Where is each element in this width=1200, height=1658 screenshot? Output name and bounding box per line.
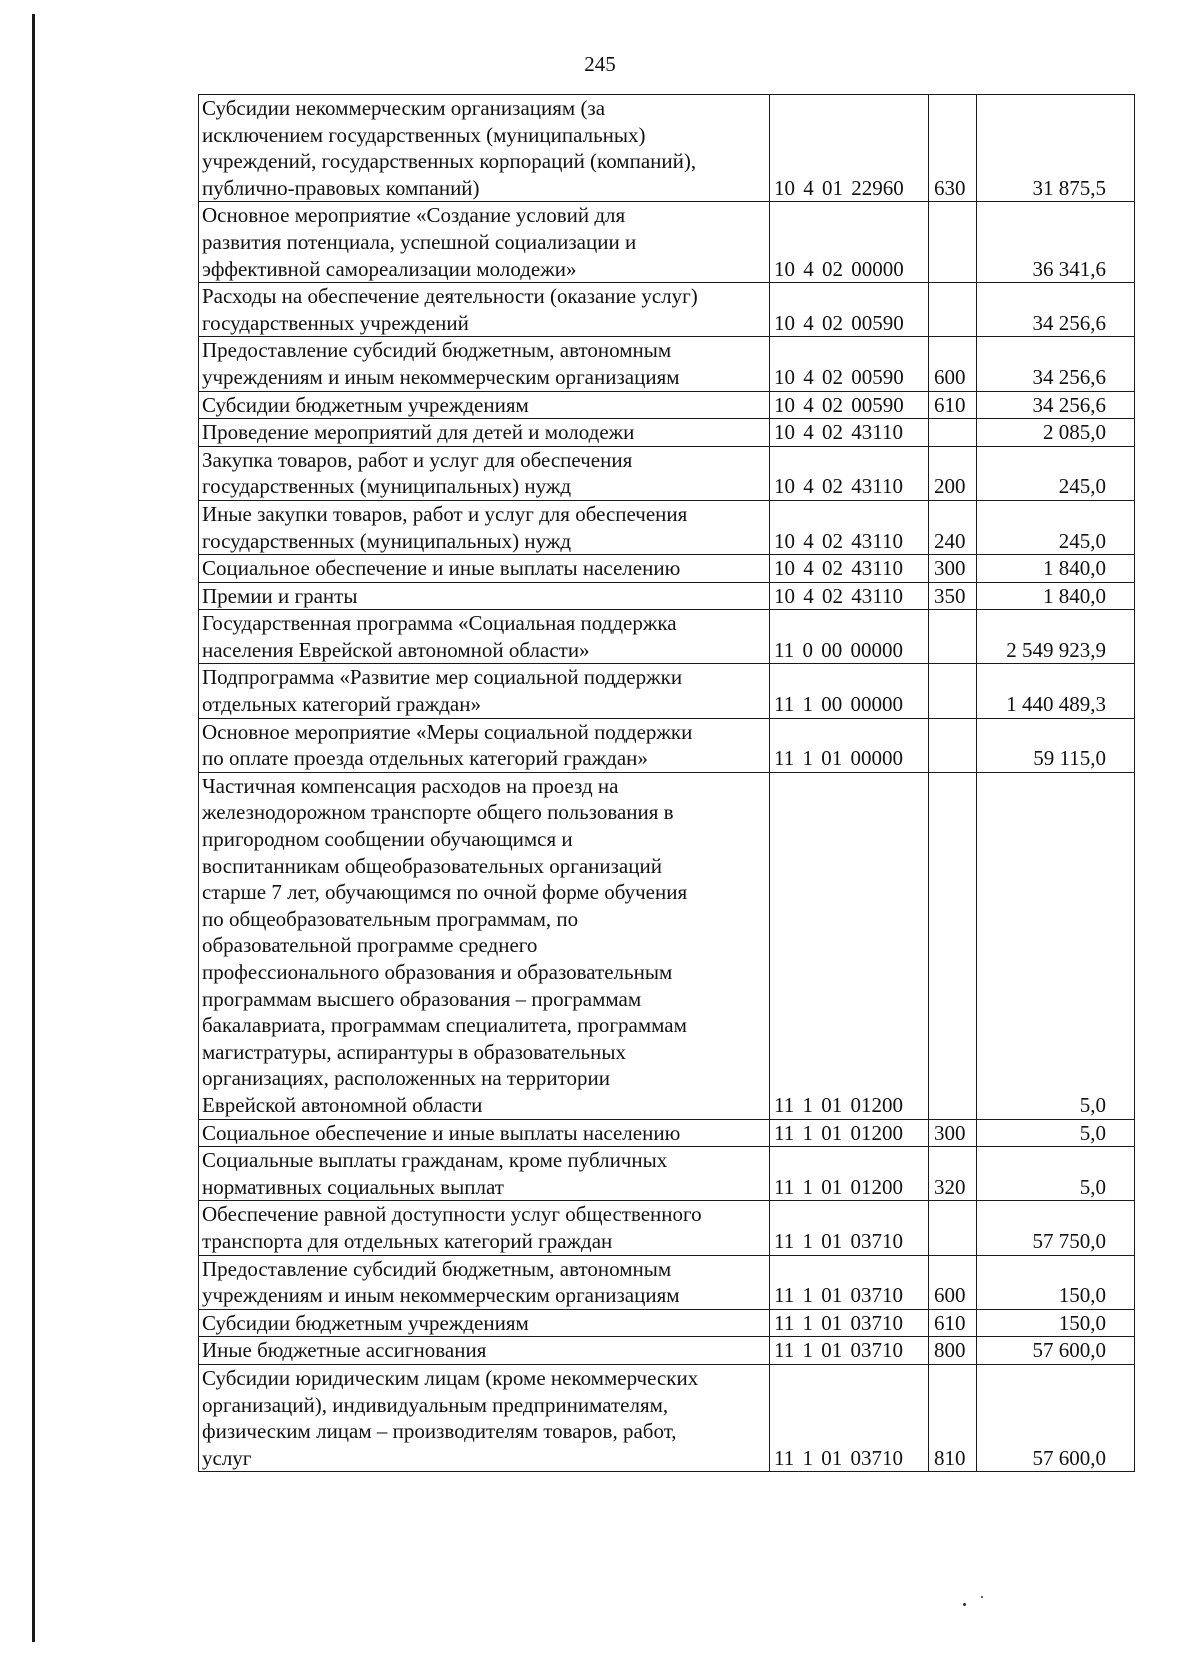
row-code-cell: 10 4 02 43110 (770, 582, 929, 610)
row-amount-cell: 2 085,0 (977, 419, 1135, 447)
row-expense-type-cell (929, 283, 977, 337)
row-code-cell: 10 4 02 43110 (770, 446, 929, 500)
budget-table (198, 94, 1135, 1472)
scan-speck (981, 1596, 983, 1598)
row-name-cell: Иные закупки товаров, работ и услуг для обеспечения государственных (муниципальных) нужд (199, 500, 770, 554)
row-expense-type-cell: 810 (929, 1364, 977, 1471)
row-name-cell: Расходы на обеспечение деятельности (оказание услуг) государственных учреждений (199, 283, 770, 337)
row-name-cell: Субсидии бюджетным учреждениям (199, 1309, 770, 1337)
row-name-cell: Основное мероприятие «Меры социальной поддержки по оплате проезда отдельных категорий граждан» (199, 718, 770, 772)
row-amount-cell: 1 440 489,3 (977, 664, 1135, 718)
row-expense-type-cell: 300 (929, 1119, 977, 1147)
row-name-cell: Предоставление субсидий бюджетным, автономным учреждениям и иным некоммерческим организациям (199, 1255, 770, 1309)
row-code-cell: 10 4 02 00590 (770, 283, 929, 337)
row-code-cell: 11 1 01 01200 (770, 772, 929, 1119)
row-code-cell: 11 1 01 00000 (770, 718, 929, 772)
row-name-cell: Государственная программа «Социальная поддержка населения Еврейской автономной области» (199, 610, 770, 664)
budget-table-body (199, 95, 1135, 1472)
row-expense-type-cell (929, 202, 977, 283)
row-amount-cell: 34 256,6 (977, 283, 1135, 337)
row-expense-type-cell (929, 772, 977, 1119)
row-amount-cell: 5,0 (977, 1147, 1135, 1201)
row-code-cell: 10 4 01 22960 (770, 95, 929, 202)
table-row (199, 1309, 1135, 1337)
table-row (199, 500, 1135, 554)
row-expense-type-cell: 320 (929, 1147, 977, 1201)
row-amount-cell: 245,0 (977, 446, 1135, 500)
table-row (199, 391, 1135, 419)
row-name-cell: Субсидии юридическим лицам (кроме некоммерческих организаций), индивидуальным предпринимателям, физическим лицам – производителям товаров, работ, услуг (199, 1364, 770, 1471)
table-row (199, 1201, 1135, 1255)
row-name-cell: Проведение мероприятий для детей и молодежи (199, 419, 770, 447)
row-code-cell: 11 1 01 03710 (770, 1337, 929, 1365)
page-number: 245 (584, 52, 616, 76)
row-code-cell: 11 0 00 00000 (770, 610, 929, 664)
table-row (199, 1147, 1135, 1201)
row-code-cell: 11 1 01 03710 (770, 1201, 929, 1255)
row-code-cell: 11 1 01 01200 (770, 1147, 929, 1201)
row-code-cell: 10 4 02 00000 (770, 202, 929, 283)
row-code-cell: 11 1 01 01200 (770, 1119, 929, 1147)
row-amount-cell: 36 341,6 (977, 202, 1135, 283)
row-code-cell: 10 4 02 43110 (770, 419, 929, 447)
row-amount-cell: 150,0 (977, 1255, 1135, 1309)
table-row (199, 283, 1135, 337)
table-row (199, 1364, 1135, 1471)
row-code-cell: 10 4 02 00590 (770, 337, 929, 391)
row-name-cell: Основное мероприятие «Создание условий для развития потенциала, успешной социализации и эффективной самореализации молодежи» (199, 202, 770, 283)
row-expense-type-cell (929, 610, 977, 664)
row-expense-type-cell (929, 419, 977, 447)
row-amount-cell: 2 549 923,9 (977, 610, 1135, 664)
table-row (199, 610, 1135, 664)
table-row (199, 1119, 1135, 1147)
row-code-cell: 11 1 00 00000 (770, 664, 929, 718)
row-expense-type-cell: 240 (929, 500, 977, 554)
row-amount-cell: 34 256,6 (977, 391, 1135, 419)
row-code-cell: 11 1 01 03710 (770, 1364, 929, 1471)
row-amount-cell: 34 256,6 (977, 337, 1135, 391)
row-expense-type-cell (929, 1201, 977, 1255)
row-expense-type-cell (929, 718, 977, 772)
row-expense-type-cell: 200 (929, 446, 977, 500)
scan-left-edge (32, 14, 35, 1642)
row-name-cell: Социальное обеспечение и иные выплаты населению (199, 555, 770, 583)
row-expense-type-cell: 630 (929, 95, 977, 202)
scan-speck (963, 1603, 966, 1606)
row-amount-cell: 245,0 (977, 500, 1135, 554)
row-code-cell: 11 1 01 03710 (770, 1255, 929, 1309)
row-name-cell: Субсидии некоммерческим организациям (за исключением государственных (муниципальных) учреждений, государственных корпораций (компаний), публично-правовых компаний) (199, 95, 770, 202)
table-row (199, 772, 1135, 1119)
row-expense-type-cell (929, 664, 977, 718)
table-row (199, 1255, 1135, 1309)
row-expense-type-cell: 300 (929, 555, 977, 583)
row-amount-cell: 150,0 (977, 1309, 1135, 1337)
row-name-cell: Премии и гранты (199, 582, 770, 610)
row-amount-cell: 31 875,5 (977, 95, 1135, 202)
table-row (199, 718, 1135, 772)
row-amount-cell: 5,0 (977, 1119, 1135, 1147)
row-name-cell: Подпрограмма «Развитие мер социальной поддержки отдельных категорий граждан» (199, 664, 770, 718)
row-amount-cell: 57 750,0 (977, 1201, 1135, 1255)
row-name-cell: Частичная компенсация расходов на проезд на железнодорожном транспорте общего пользования в пригородном сообщении обучающимся и воспитанникам общеобразовательных организаций старше 7 лет, обучающимся по очной форме обучения по общеобразовательным программам, по образовательной программе среднего профессионального образования и образовательным программам высшего образования – программам бакалавриата, программам специалитета, программам магистратуры, аспирантуры в образовательных организациях, расположенных на территории Еврейской автономной области (199, 772, 770, 1119)
row-name-cell: Обеспечение равной доступности услуг общественного транспорта для отдельных категорий граждан (199, 1201, 770, 1255)
row-code-cell: 11 1 01 03710 (770, 1309, 929, 1337)
row-amount-cell: 5,0 (977, 772, 1135, 1119)
table-row (199, 446, 1135, 500)
table-row (199, 555, 1135, 583)
table-row (199, 337, 1135, 391)
table-row (199, 582, 1135, 610)
row-expense-type-cell: 610 (929, 391, 977, 419)
row-amount-cell: 1 840,0 (977, 555, 1135, 583)
row-code-cell: 10 4 02 43110 (770, 555, 929, 583)
row-name-cell: Социальные выплаты гражданам, кроме публичных нормативных социальных выплат (199, 1147, 770, 1201)
row-code-cell: 10 4 02 43110 (770, 500, 929, 554)
table-row (199, 664, 1135, 718)
row-amount-cell: 59 115,0 (977, 718, 1135, 772)
table-row (199, 95, 1135, 202)
row-expense-type-cell: 600 (929, 1255, 977, 1309)
row-name-cell: Иные бюджетные ассигнования (199, 1337, 770, 1365)
row-amount-cell: 1 840,0 (977, 582, 1135, 610)
row-name-cell: Субсидии бюджетным учреждениям (199, 391, 770, 419)
row-expense-type-cell: 800 (929, 1337, 977, 1365)
row-name-cell: Закупка товаров, работ и услуг для обеспечения государственных (муниципальных) нужд (199, 446, 770, 500)
row-name-cell: Социальное обеспечение и иные выплаты населению (199, 1119, 770, 1147)
table-row (199, 202, 1135, 283)
table-row (199, 419, 1135, 447)
row-expense-type-cell: 610 (929, 1309, 977, 1337)
row-code-cell: 10 4 02 00590 (770, 391, 929, 419)
table-row (199, 1337, 1135, 1365)
row-expense-type-cell: 350 (929, 582, 977, 610)
row-expense-type-cell: 600 (929, 337, 977, 391)
row-amount-cell: 57 600,0 (977, 1337, 1135, 1365)
row-amount-cell: 57 600,0 (977, 1364, 1135, 1471)
row-name-cell: Предоставление субсидий бюджетным, автономным учреждениям и иным некоммерческим организациям (199, 337, 770, 391)
